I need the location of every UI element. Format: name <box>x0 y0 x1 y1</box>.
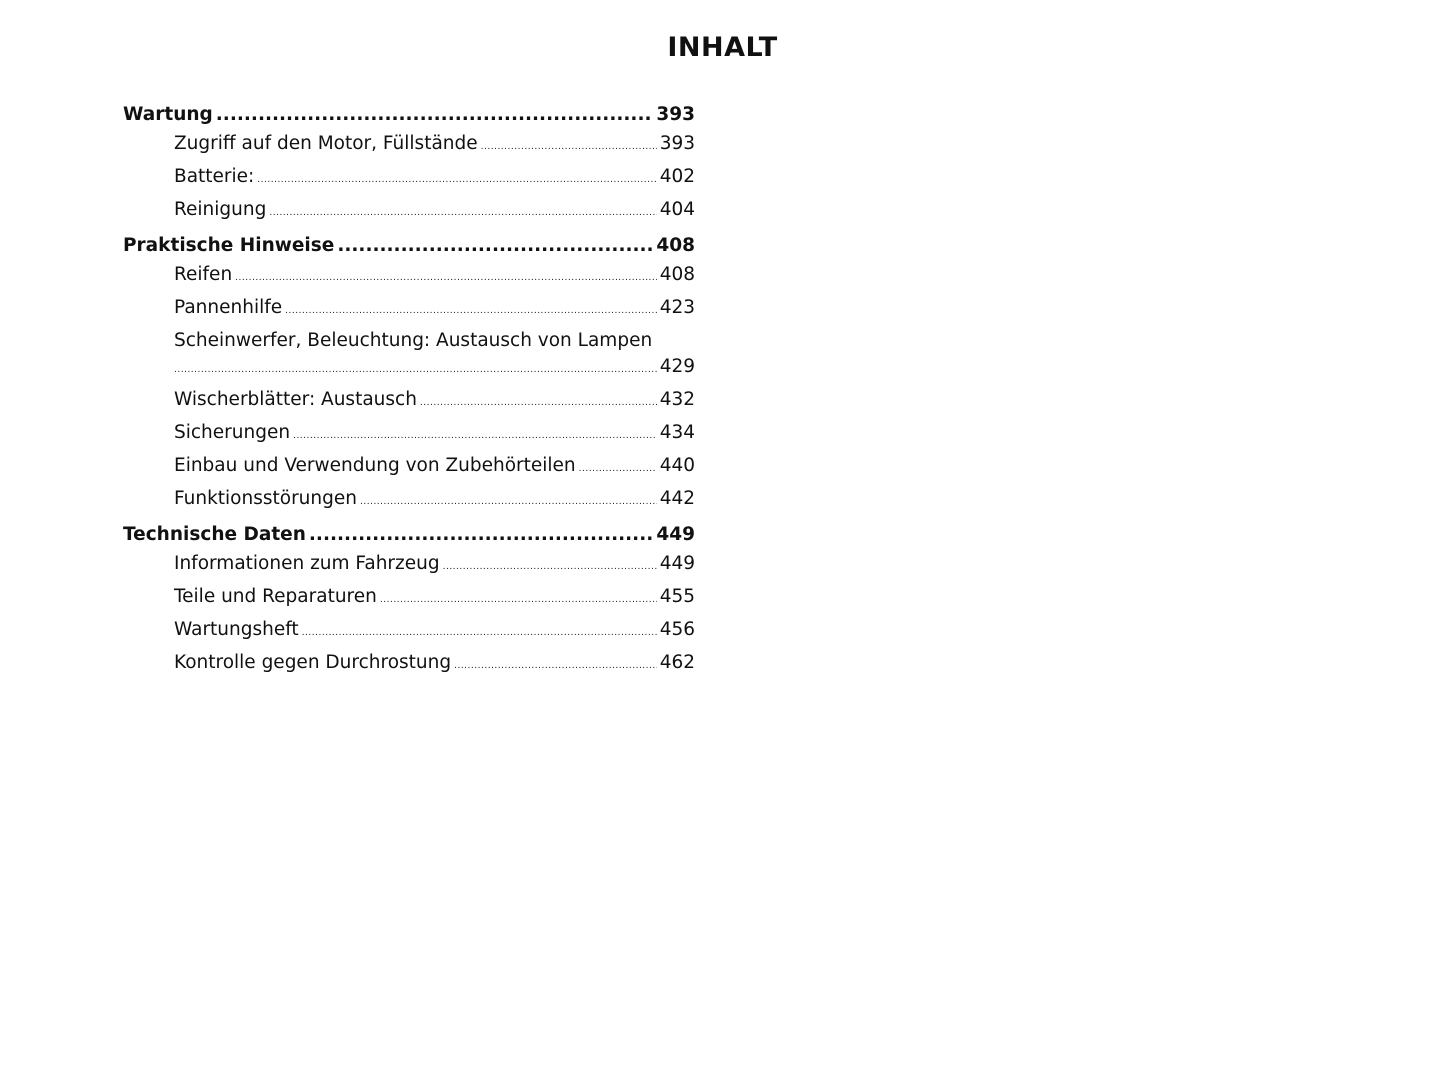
toc-heading-wartung[interactable] <box>123 100 695 129</box>
toc-entry[interactable] <box>123 615 695 648</box>
toc-page-number: 393 <box>659 133 695 154</box>
dot-leader <box>360 484 657 517</box>
toc-entry[interactable] <box>123 129 695 162</box>
toc-entry[interactable] <box>123 195 695 228</box>
toc-section-praktische-hinweise <box>123 231 695 517</box>
dot-leader <box>174 352 657 385</box>
dot-leader <box>216 100 654 129</box>
toc-page-number: 442 <box>659 488 695 509</box>
toc-entry-label: Einbau und Verwendung von Zubehörteilen <box>174 455 576 476</box>
toc-entry-continuation <box>123 352 695 385</box>
dot-leader <box>309 520 653 549</box>
toc-entry[interactable] <box>123 162 695 195</box>
toc-page-number: 408 <box>656 235 695 256</box>
toc-entry[interactable] <box>123 260 695 293</box>
toc-entry-label: Informationen zum Fahrzeug <box>174 553 440 574</box>
toc-entry-label: Batterie: <box>174 166 255 187</box>
toc-entry-label: Funktionsstörungen <box>174 488 357 509</box>
page-title: INHALT <box>667 32 778 63</box>
toc-entry[interactable] <box>123 582 695 615</box>
dot-leader <box>380 582 657 615</box>
toc-heading-technische-daten[interactable] <box>123 520 695 549</box>
toc-page-number: 456 <box>659 619 695 640</box>
toc-page-number: 449 <box>659 553 695 574</box>
toc-section-technische-daten <box>123 520 695 681</box>
dot-leader <box>579 451 657 484</box>
dot-leader <box>285 293 657 326</box>
toc-entry-label: Wischerblätter: Austausch <box>174 389 417 410</box>
toc-page-number: 402 <box>659 166 695 187</box>
toc-page-number: 455 <box>659 586 695 607</box>
dot-leader <box>443 549 657 582</box>
toc-page-number: 434 <box>659 422 695 443</box>
toc-heading-label: Technische Daten <box>123 524 306 545</box>
dot-leader <box>337 231 653 260</box>
toc-page-number: 404 <box>659 199 695 220</box>
toc-entry-label: Wartungsheft <box>174 619 299 640</box>
dot-leader <box>257 162 656 195</box>
dot-leader <box>235 260 657 293</box>
dot-leader <box>302 615 657 648</box>
toc-section-wartung <box>123 100 695 228</box>
toc-page-number: 429 <box>659 356 695 377</box>
toc-entry-label: Sicherungen <box>174 422 291 443</box>
toc-heading-label: Praktische Hinweise <box>123 235 335 256</box>
table-of-contents <box>123 97 695 681</box>
toc-heading-label: Wartung <box>123 104 213 125</box>
toc-entry-label: Scheinwerfer, Beleuchtung: Austausch von Lampen <box>174 330 653 351</box>
toc-page-number: 449 <box>656 524 695 545</box>
toc-entry-label: Kontrolle gegen Durchrostung <box>174 652 452 673</box>
toc-entry[interactable] <box>123 293 695 326</box>
dot-leader <box>481 129 657 162</box>
dot-leader <box>269 195 656 228</box>
toc-entry[interactable] <box>123 385 695 418</box>
toc-entry-wrapped[interactable] <box>123 326 695 385</box>
toc-heading-praktische-hinweise[interactable] <box>123 231 695 260</box>
toc-entry[interactable] <box>123 549 695 582</box>
dot-leader <box>293 418 657 451</box>
toc-entry-label: Teile und Reparaturen <box>174 586 377 607</box>
toc-entry-label: Zugriff auf den Motor, Füllstände <box>174 133 478 154</box>
toc-entry[interactable] <box>123 484 695 517</box>
toc-entry[interactable] <box>123 451 695 484</box>
toc-entry-label: Reifen <box>174 264 233 285</box>
toc-page-number: 440 <box>659 455 695 476</box>
toc-entry[interactable] <box>123 648 695 681</box>
toc-page-number: 393 <box>656 104 695 125</box>
toc-page-number: 408 <box>659 264 695 285</box>
toc-entry-label: Reinigung <box>174 199 267 220</box>
toc-page-number: 462 <box>659 652 695 673</box>
dot-leader <box>420 385 657 418</box>
toc-entry[interactable] <box>123 418 695 451</box>
toc-page-number: 432 <box>659 389 695 410</box>
toc-page-number: 423 <box>659 297 695 318</box>
dot-leader <box>454 648 657 681</box>
toc-entry-label: Pannenhilfe <box>174 297 283 318</box>
